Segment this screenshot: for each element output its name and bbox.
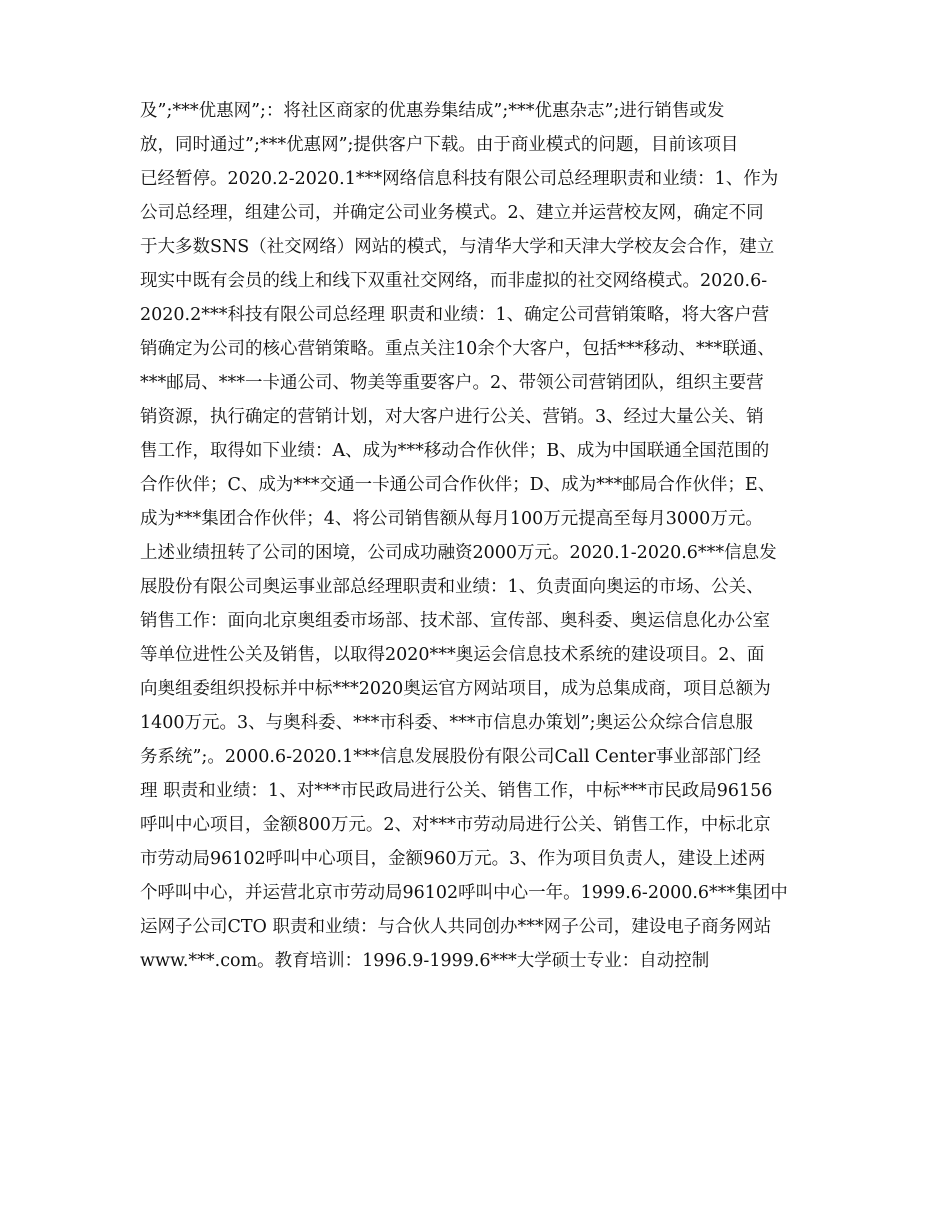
text-line: 已经暂停。2020.2-2020.1***网络信息科技有限公司总经理职责和业绩：1、作为: [140, 169, 779, 189]
text-line: 向奥组委组织投标并中标***2020奥运官方网站项目，成为总集成商，项目总额为: [140, 679, 771, 699]
text-line: 上述业绩扭转了公司的困境，公司成功融资2000万元。2020.1-2020.6***信息发: [140, 543, 777, 563]
text-line: 理 职责和业绩：1、对***市民政局进行公关、销售工作，中标***市民政局96156: [140, 781, 773, 801]
text-line: 2020.2***科技有限公司总经理 职责和业绩：1、确定公司营销策略，将大客户营: [140, 305, 770, 325]
text-line: 销资源，执行确定的营销计划，对大客户进行公关、营销。3、经过大量公关、销: [140, 407, 764, 427]
text-line: 售工作，取得如下业绩：A、成为***移动合作伙伴；B、成为中国联通全国范围的: [140, 441, 770, 461]
text-line: www.***.com。教育培训：1996.9-1999.6***大学硕士专业：自动控制: [140, 951, 710, 971]
text-line: 运网子公司CTO 职责和业绩：与合伙人共同创办***网子公司，建设电子商务网站: [140, 917, 772, 937]
text-line: 于大多数SNS（社交网络）网站的模式，与清华大学和天津大学校友会合作，建立: [140, 237, 775, 257]
text-line: 呼叫中心项目，金额800万元。2、对***市劳动局进行公关、销售工作，中标北京: [140, 815, 771, 835]
text-line: 现实中既有会员的线上和线下双重社交网络，而非虚拟的社交网络模式。2020.6-: [140, 271, 768, 291]
body-text: [140, 94, 820, 978]
text-line: 市劳动局96102呼叫中心项目，金额960万元。3、作为项目负责人，建设上述两: [140, 849, 766, 869]
text-line: 1400万元。3、与奥科委、***市科委、***市信息办策划”;奥运公众综合信息服: [140, 713, 754, 733]
text-line: 销确定为公司的核心营销策略。重点关注10余个大客户，包括***移动、***联通、: [140, 339, 775, 359]
text-line: 等单位进性公关及销售，以取得2020***奥运会信息技术系统的建设项目。2、面: [140, 645, 765, 665]
text-line: 个呼叫中心，并运营北京市劳动局96102呼叫中心一年。1999.6-2000.6***集团中: [140, 883, 788, 903]
text-line: 公司总经理，组建公司，并确定公司业务模式。2、建立并运营校友网，确定不同: [140, 203, 764, 223]
text-line: 务系统”;。2000.6-2020.1***信息发展股份有限公司Call Center事业部部门经: [140, 747, 761, 767]
text-line: 及”;***优惠网”;：将社区商家的优惠券集结成”;***优惠杂志”;进行销售或发: [140, 101, 725, 121]
text-line: 成为***集团合作伙伴；4、将公司销售额从每月100万元提高至每月3000万元。: [140, 509, 763, 529]
text-line: 销售工作：面向北京奥组委市场部、技术部、宣传部、奥科委、奥运信息化办公室: [140, 611, 770, 631]
text-line: ***邮局、***一卡通公司、物美等重要客户。2、带领公司营销团队，组织主要营: [140, 373, 764, 393]
text-line: 放，同时通过”;***优惠网”;提供客户下载。由于商业模式的问题，目前该项目: [140, 135, 739, 155]
text-line: 展股份有限公司奥运事业部总经理职责和业绩：1、负责面向奥运的市场、公关、: [140, 577, 764, 597]
text-line: 合作伙伴；C、成为***交通一卡通公司合作伙伴；D、成为***邮局合作伙伴；E、: [140, 475, 776, 495]
